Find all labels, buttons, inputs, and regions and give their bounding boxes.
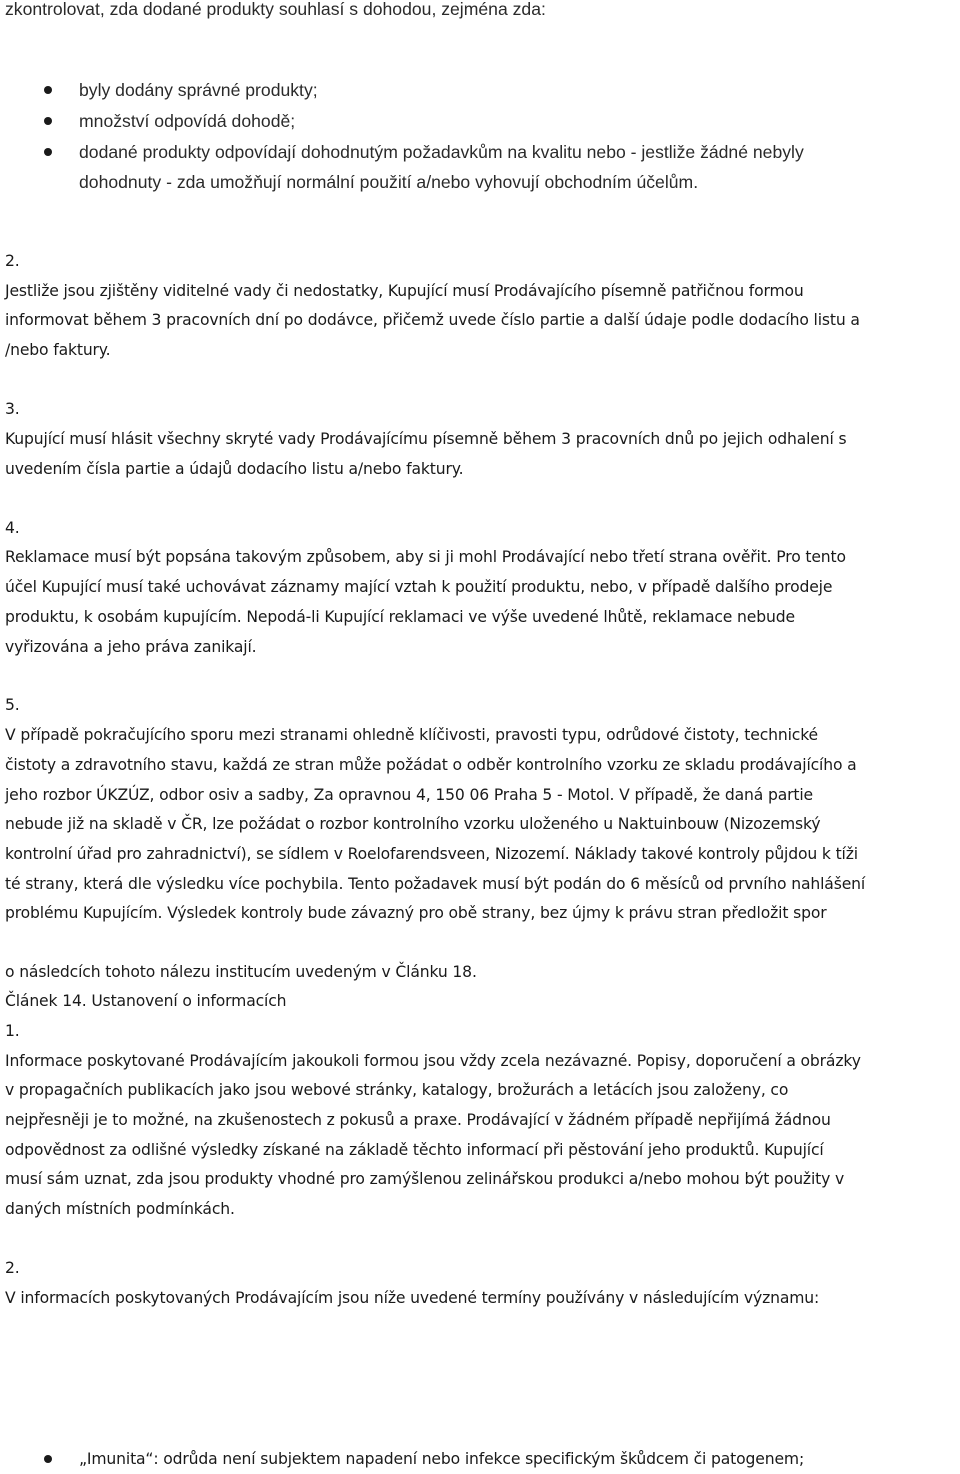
list-item: „Imunita“: odrůda není subjektem napadení nebo infekce specifickým škůdcem či patogenem; — [79, 1450, 805, 1468]
list-item: dodané produkty odpovídají dohodnutým požadavkům na kvalitu nebo - jestliže žádné nebyly — [79, 142, 804, 162]
section-number: 5. — [5, 696, 20, 714]
paragraph-line: vyřizována a jeho práva zanikají. — [5, 638, 257, 656]
paragraph-line: účel Kupující musí také uchovávat záznamy mající vztah k použití produktu, nebo, v případě dalšího prodeje — [5, 578, 833, 596]
paragraph-line: nebude již na skladě v ČR, lze požádat o rozbor kontrolního vzorku uloženého u Naktuinbouw (Nizozemský — [5, 815, 821, 833]
bullet-icon — [44, 148, 52, 156]
paragraph-line: Jestliže jsou zjištěny viditelné vady či nedostatky, Kupující musí Prodávajícího písemně patřičnou formou — [5, 282, 804, 300]
paragraph-line: té strany, která dle výsledku více pochybila. Tento požadavek musí být podán do 6 měsíců od prvního nahlášení — [5, 875, 866, 893]
paragraph-line: produktu, k osobám kupujícím. Nepodá-li Kupující reklamaci ve výše uvedené lhůtě, reklamace nebude — [5, 608, 795, 626]
paragraph-line: Kupující musí hlásit všechny skryté vady Prodávajícímu písemně během 3 pracovních dnů po jejich odhalení s — [5, 430, 847, 448]
paragraph-line: Informace poskytované Prodávajícím jakoukoli formou jsou vždy zcela nezávazné. Popisy, doporučení a obrázky — [5, 1052, 861, 1070]
paragraph-line: Reklamace musí být popsána takovým způsobem, aby si ji mohl Prodávající nebo třetí strana ověřit. Pro tento — [5, 548, 846, 566]
bullet-icon — [44, 86, 52, 94]
paragraph-line: uvedením čísla partie a údajů dodacího listu a/nebo faktury. — [5, 460, 464, 478]
section-number: 3. — [5, 400, 20, 418]
paragraph-line: problému Kupujícím. Výsledek kontroly bude závazný pro obě strany, bez újmy k právu stran předložit spor — [5, 904, 827, 922]
paragraph-line: o následcích tohoto nálezu institucím uvedeným v Článku 18. — [5, 963, 477, 981]
paragraph-line: informovat během 3 pracovních dní po dodávce, přičemž uvede číslo partie a další údaje podle dodacího listu a — [5, 311, 860, 329]
paragraph-line: musí sám uznat, zda jsou produkty vhodné pro zamýšlenou zelinářskou produkci a/nebo mohou být použity v — [5, 1170, 845, 1188]
paragraph-line: jeho rozbor ÚKZÚZ, odbor osiv a sadby, Za opravnou 4, 150 06 Praha 5 - Motol. V případě, že daná partie — [5, 786, 813, 804]
list-item: byly dodány správné produkty; — [79, 80, 318, 100]
paragraph-line: daných místních podmínkách. — [5, 1200, 235, 1218]
paragraph-line: nejpřesněji je to možné, na zkušenostech z pokusů a praxe. Prodávající v žádném případě nepřijímá žádnou — [5, 1111, 831, 1129]
intro-text: zkontrolovat, zda dodané produkty souhlasí s dohodou, zejména zda: — [5, 0, 546, 19]
section-number: 2. — [5, 252, 20, 270]
article-heading: Článek 14. Ustanovení o informacích — [5, 992, 287, 1010]
paragraph-line: V případě pokračujícího sporu mezi stranami ohledně klíčivosti, pravosti typu, odrůdové čistoty, technické — [5, 726, 818, 744]
list-item-continuation: dohodnuty - zda umožňují normální použití a/nebo vyhovují obchodním účelům. — [79, 172, 699, 192]
paragraph-line: čistoty a zdravotního stavu, každá ze stran může požádat o odběr kontrolního vzorku ze skladu prodávajícího a — [5, 756, 857, 774]
bullet-icon — [44, 117, 52, 125]
paragraph-line: odpovědnost za odlišné výsledky získané na základě těchto informací při pěstování jeho produktů. Kupující — [5, 1141, 824, 1159]
section-number: 4. — [5, 519, 20, 537]
paragraph-line: /nebo faktury. — [5, 341, 111, 359]
paragraph-line: V informacích poskytovaných Prodávajícím jsou níže uvedené termíny používány v následujícím významu: — [5, 1289, 820, 1307]
list-item: množství odpovídá dohodě; — [79, 111, 296, 131]
bullet-icon — [44, 1455, 52, 1463]
section-number: 2. — [5, 1259, 20, 1277]
section-number: 1. — [5, 1022, 20, 1040]
paragraph-line: v propagačních publikacích jako jsou webové stránky, katalogy, brožurách a letácích jsou založeny, co — [5, 1081, 789, 1099]
paragraph-line: kontrolní úřad pro zahradnictví), se sídlem v Roelofarendsveen, Nizozemí. Náklady takové kontroly půjdou k tíži — [5, 845, 858, 863]
